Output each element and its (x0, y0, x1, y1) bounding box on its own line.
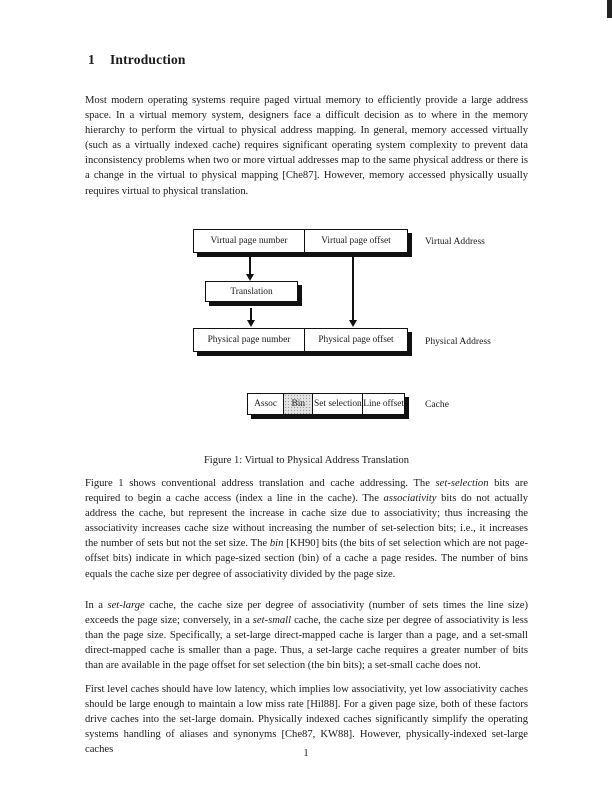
cache-assoc-cell: Assoc (254, 399, 278, 409)
arrowhead-translation-to-physical (247, 320, 255, 327)
cache-bin-cell: Bin (283, 394, 312, 414)
section-number: 1 (88, 52, 95, 67)
paragraph-1: Most modern operating systems require paged virtual memory to efficiently provide a large address space. In a virtual memory system, designers face a difficult decision as to where in the memory hierarchy to perform the virtual to physical address mapping. In general, memory accessed virtually (such as a virtually indexed cache) requires significant operating system complexity to prevent data inconsistency problems when two or more virtual addresses map to the same physical address or there is a change in the virtual to physical mapping [Che87]. However, memory accessed physically usually requires virtual to physical translation. (85, 95, 528, 197)
cache-label: Cache (425, 399, 449, 410)
translation-label: Translation (230, 286, 273, 297)
paragraph-4: First level caches should have low latency, which implies low associativity, yet low associativity caches should be large enough to maintain a low miss rate [Hil88]. For a given page size, both of these factors drive caches into the set-large domain. Physically indexed caches significantly simplify the operating systems handling of aliases and synonyms [Che87, KW88]. However, physically-indexed set-large caches (85, 684, 528, 756)
translation-box (205, 281, 298, 302)
cache-set-selection-cell: Set selection (312, 394, 362, 414)
section-title: Introduction (109, 52, 186, 67)
virtual-address-label: Virtual Address (425, 236, 485, 247)
arrowhead-vpo-to-ppo (349, 320, 357, 327)
paragraph-2: Figure 1 shows conventional address translation and cache addressing. The set-selection bits are required to begin a cache access (index a line in the cache). The associativity bits do not actually address the cache, but represent the increase in cache size due to associativity; thus increasing the associativity increases cache size without increasing the number of set-selection bits; i.e., it increases the number of sets but not the set size. The bin [KH90] bits (the bits of set selection which are not page-offset bits) indicate in which page-sized section (bin) of a cache a page resides. The number of bins equals the cache size per degree of associativity divided by the page size. (85, 478, 528, 580)
cache-box (247, 393, 405, 415)
physical-page-offset-cell: Physical page offset (304, 329, 407, 351)
arrow-line-vpn-to-translation (249, 255, 251, 274)
section-heading (88, 52, 186, 68)
virtual-page-number-cell: Virtual page number (210, 236, 288, 246)
physical-address-box (193, 328, 408, 352)
physical-address-label: Physical Address (425, 336, 491, 347)
cache-line-offset-cell: Line offset (362, 394, 404, 414)
paragraph-3: In a set-large cache, the cache size per degree of associativity (number of sets times the line size) exceeds the page size; conversely, in a set-small cache, the cache size per degree of associativity is less than the page size. Specifically, a set-large direct-mapped cache is larger than a page, and a set-small direct-mapped cache is smaller than a page. Thus, a set-large cache requires a greater number of bits than are available in the page offset for set selection (the bin bits); a set-small cache does not. (85, 600, 529, 672)
virtual-address-box (193, 229, 408, 253)
arrowhead-vpn-to-translation (246, 274, 254, 281)
physical-page-number-cell: Physical page number (207, 335, 291, 345)
arrow-line-vpo-to-ppo (352, 255, 354, 321)
figure-caption: Figure 1: Virtual to Physical Address Translation (203, 455, 410, 466)
virtual-page-offset-cell: Virtual page offset (304, 230, 407, 252)
scan-artifact (607, 0, 612, 18)
page-number: 1 (303, 748, 309, 759)
